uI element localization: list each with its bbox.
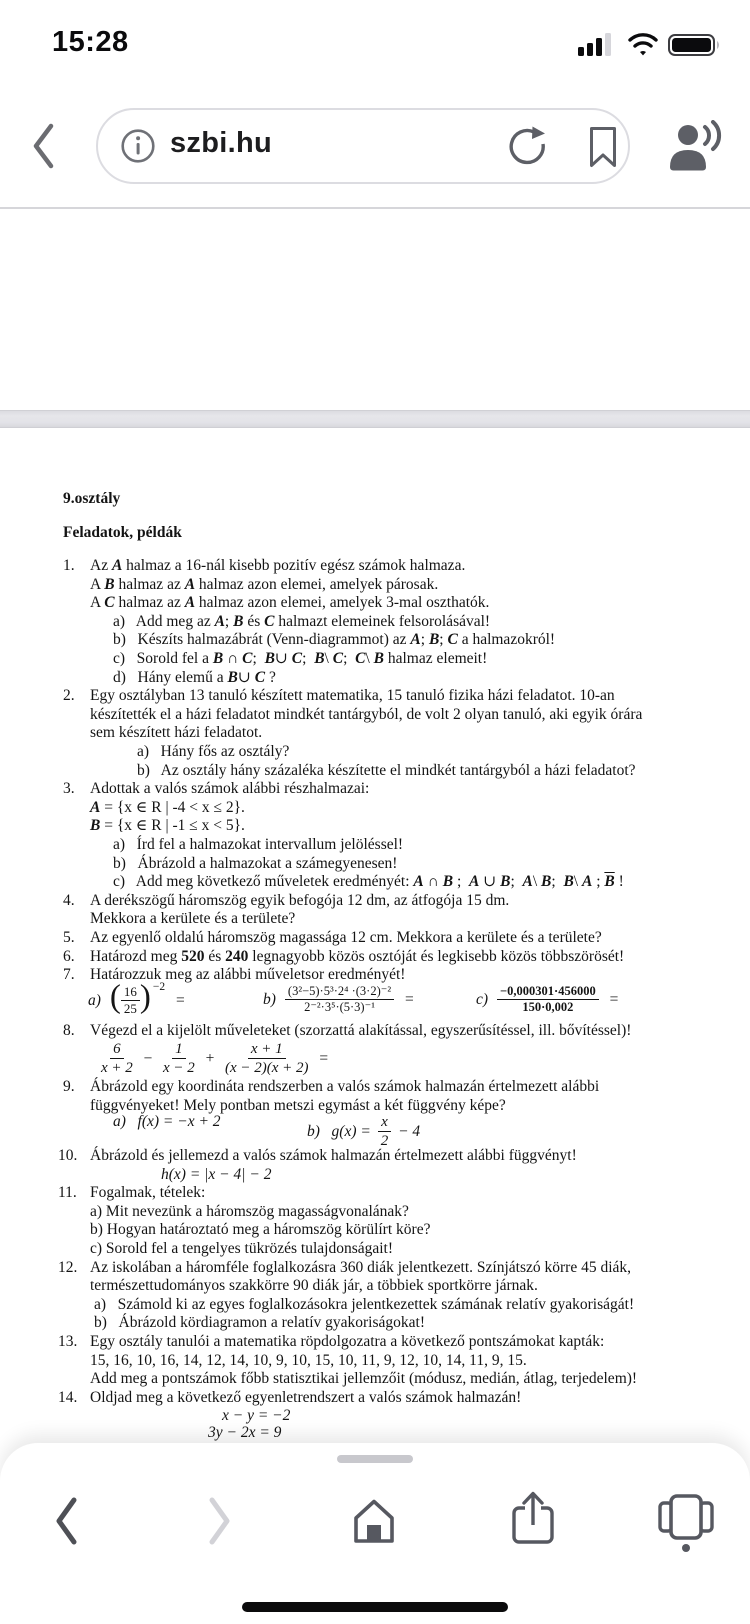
doc-line: a) Mit nevezünk a háromszög magasságvonalának? xyxy=(90,1202,409,1220)
doc-line: b) Készíts halmazábrát (Venn-diagrammot) az A; B; C a halmazokról! xyxy=(113,631,556,649)
doc-line: A = {x ∈ R | -4 < x ≤ 2}. xyxy=(90,798,245,816)
doc-line: 2. Egy osztályban 13 tanuló készített matematika, 15 tanuló fizika házi feladatot. 10-an xyxy=(63,687,615,705)
doc-line: 6. Határozd meg 520 és 240 legnagyobb közös osztóját és legkisebb közös többszörösét! xyxy=(63,947,625,965)
doc-line: b) Az osztály hány százaléka készítette el mindkét tantárgyból a házi feladatot? xyxy=(137,761,636,779)
doc-line: d) Hány elemű a B∪ C ? xyxy=(113,668,276,686)
doc-line: készítették el a házi feladatot mindkét tantárgyból, de volt 2 olyan tanuló, aki egyik órára xyxy=(90,705,643,723)
doc-math-line: a) ( $\frac{16}{25}$ ) $^{-2}$ = xyxy=(88,979,185,1016)
url-text: szbi.hu xyxy=(170,127,272,159)
doc-line: 15, 16, 10, 16, 14, 12, 14, 10, 9, 10, 15, 10, 11, 9, 12, 10, 14, 11, 9, 15. xyxy=(90,1351,527,1369)
doc-line: 9. Ábrázold egy koordináta rendszerben a valós számok halmazán értelmezett alábbi xyxy=(63,1078,600,1095)
doc-line: 9.osztály xyxy=(63,490,121,507)
home-indicator[interactable] xyxy=(242,1602,508,1612)
doc-line: 5. Az egyenlő oldalú háromszög magassága 12 cm. Mekkora a kerülete és a területe? xyxy=(63,929,602,946)
doc-line: 13. Egy osztály tanulói a matematika röpdolgozatra a következő pontszámokat kapták: xyxy=(58,1333,605,1350)
doc-line: sem készített házi feladatot. xyxy=(90,724,263,742)
doc-line: A C halmaz az A halmaz azon elemei, amelyek 3-mal oszthatók. xyxy=(90,594,490,612)
doc-line: h(x) = |x − 4| − 2 xyxy=(161,1165,272,1183)
doc-math-line: b) $\frac{\text{(3²−5)·5³·2⁴ ·(3·2)⁻²}}{\text{2⁻²·3⁵·(5·3)⁻¹}}$ = xyxy=(263,984,414,1014)
doc-line: Add meg a pontszámok főbb statisztikai jellemzőit (módusz, medián, átlag, terjedelem)! xyxy=(90,1370,638,1388)
doc-line: természettudományos szakkörre 90 diák jár, a többiek sportkörre járnak. xyxy=(90,1277,538,1295)
doc-line: a) Hány fős az osztály? xyxy=(137,743,290,760)
doc-line: a) Add meg az A; B és C halmazt elemeinek felsorolásával! xyxy=(113,612,491,630)
doc-line: c) Sorold fel a tengelyes tükrözés tulajdonságait! xyxy=(90,1240,394,1257)
doc-math-line: a) f(x) = −x + 2 xyxy=(113,1113,221,1130)
toolbar-back-icon[interactable] xyxy=(52,1495,80,1547)
doc-line: b) Hogyan határoztató meg a háromszög körülírt köre? xyxy=(90,1221,431,1239)
drag-handle[interactable] xyxy=(337,1455,413,1463)
doc-line: 10. Ábrázold és jellemezd a valós számok halmazán értelmezett alábbi függvényt! xyxy=(58,1147,577,1164)
doc-math-line: c) $\frac{-0,000301\cdot 456000}{150\cdot 0,002}$ = xyxy=(476,984,619,1014)
doc-line: 11. Fogalmak, tételek: xyxy=(58,1184,206,1202)
doc-line: c) Sorold fel a B ∩ C; B∪ C; B\ C; C\ B halmaz elemeit! xyxy=(113,650,488,667)
tabs-icon[interactable] xyxy=(654,1491,718,1553)
doc-line: 3y − 2x = 9 xyxy=(208,1424,282,1441)
doc-line: 12. Az iskolában a háromféle foglalkozásra 360 diák jelentkezett. Színjátszó körre 45 diák, xyxy=(58,1258,632,1276)
doc-line: a) Írd fel a halmazokat intervallum jelöléssel! xyxy=(113,836,404,853)
clock: 15:28 xyxy=(52,26,129,58)
doc-line: 8. Végezd el a kijelölt műveleteket (szorzattá alakítással, egyszerűsítéssel, ill. bővítéssel)! xyxy=(63,1022,632,1039)
doc-line: b) Ábrázold kördiagramon a relatív gyakoriságokat! xyxy=(94,1314,425,1332)
toolbar-forward-icon[interactable] xyxy=(206,1495,234,1547)
doc-line: c) Add meg következő műveletek eredményét: A ∩ B ; A ∪ B; A\ B; B\ A ; $\overline{B}$ ! xyxy=(113,873,624,891)
doc-line: 14. Oldjad meg a következő egyenletrendszert a valós számok halmazán! xyxy=(58,1388,522,1406)
doc-math-line: $\frac{6}{x + 2}$ − $\frac{1}{x - 2}$ + $\frac{x + 1}{(x - 2)(x + 2)}$ = xyxy=(101,1041,329,1076)
doc-line: 3. Adottak a valós számok alábbi részhalmazai: xyxy=(63,780,370,798)
doc-line: x − y = −2 xyxy=(222,1407,291,1425)
doc-line: a) Számold ki az egyes foglalkozásokra jelentkezettek számának relatív gyakoriságát! xyxy=(94,1295,635,1313)
doc-line: 7. Határozzuk meg az alábbi műveletsor eredményét! xyxy=(63,966,406,984)
bottom-toolbar-sheet xyxy=(0,1443,750,1624)
doc-line: Mekkora a kerülete és a területe? xyxy=(90,910,296,928)
doc-line: A B halmaz az A halmaz azon elemei, amelyek párosak. xyxy=(90,575,439,593)
doc-math-line: b) g(x) = $\frac{x}{2}$ − 4 xyxy=(307,1114,421,1149)
share-icon[interactable] xyxy=(509,1489,557,1547)
doc-line: 1. Az A halmaz a 16-nál kisebb pozitív egész számok halmaza. xyxy=(63,557,466,574)
doc-line: B = {x ∈ R | -1 ≤ x < 5}. xyxy=(90,817,245,835)
doc-line: b) Ábrázold a halmazokat a számegyenesen! xyxy=(113,854,398,872)
doc-line: Feladatok, példák xyxy=(63,524,182,541)
doc-line: függvényeket! Mely pontban metszi egymást a két függvény képe? xyxy=(90,1096,506,1114)
doc-line: 4. A derékszögű háromszög egyik befogója 12 dm, az átfogója 15 dm. xyxy=(63,891,510,909)
home-icon[interactable] xyxy=(348,1496,400,1546)
